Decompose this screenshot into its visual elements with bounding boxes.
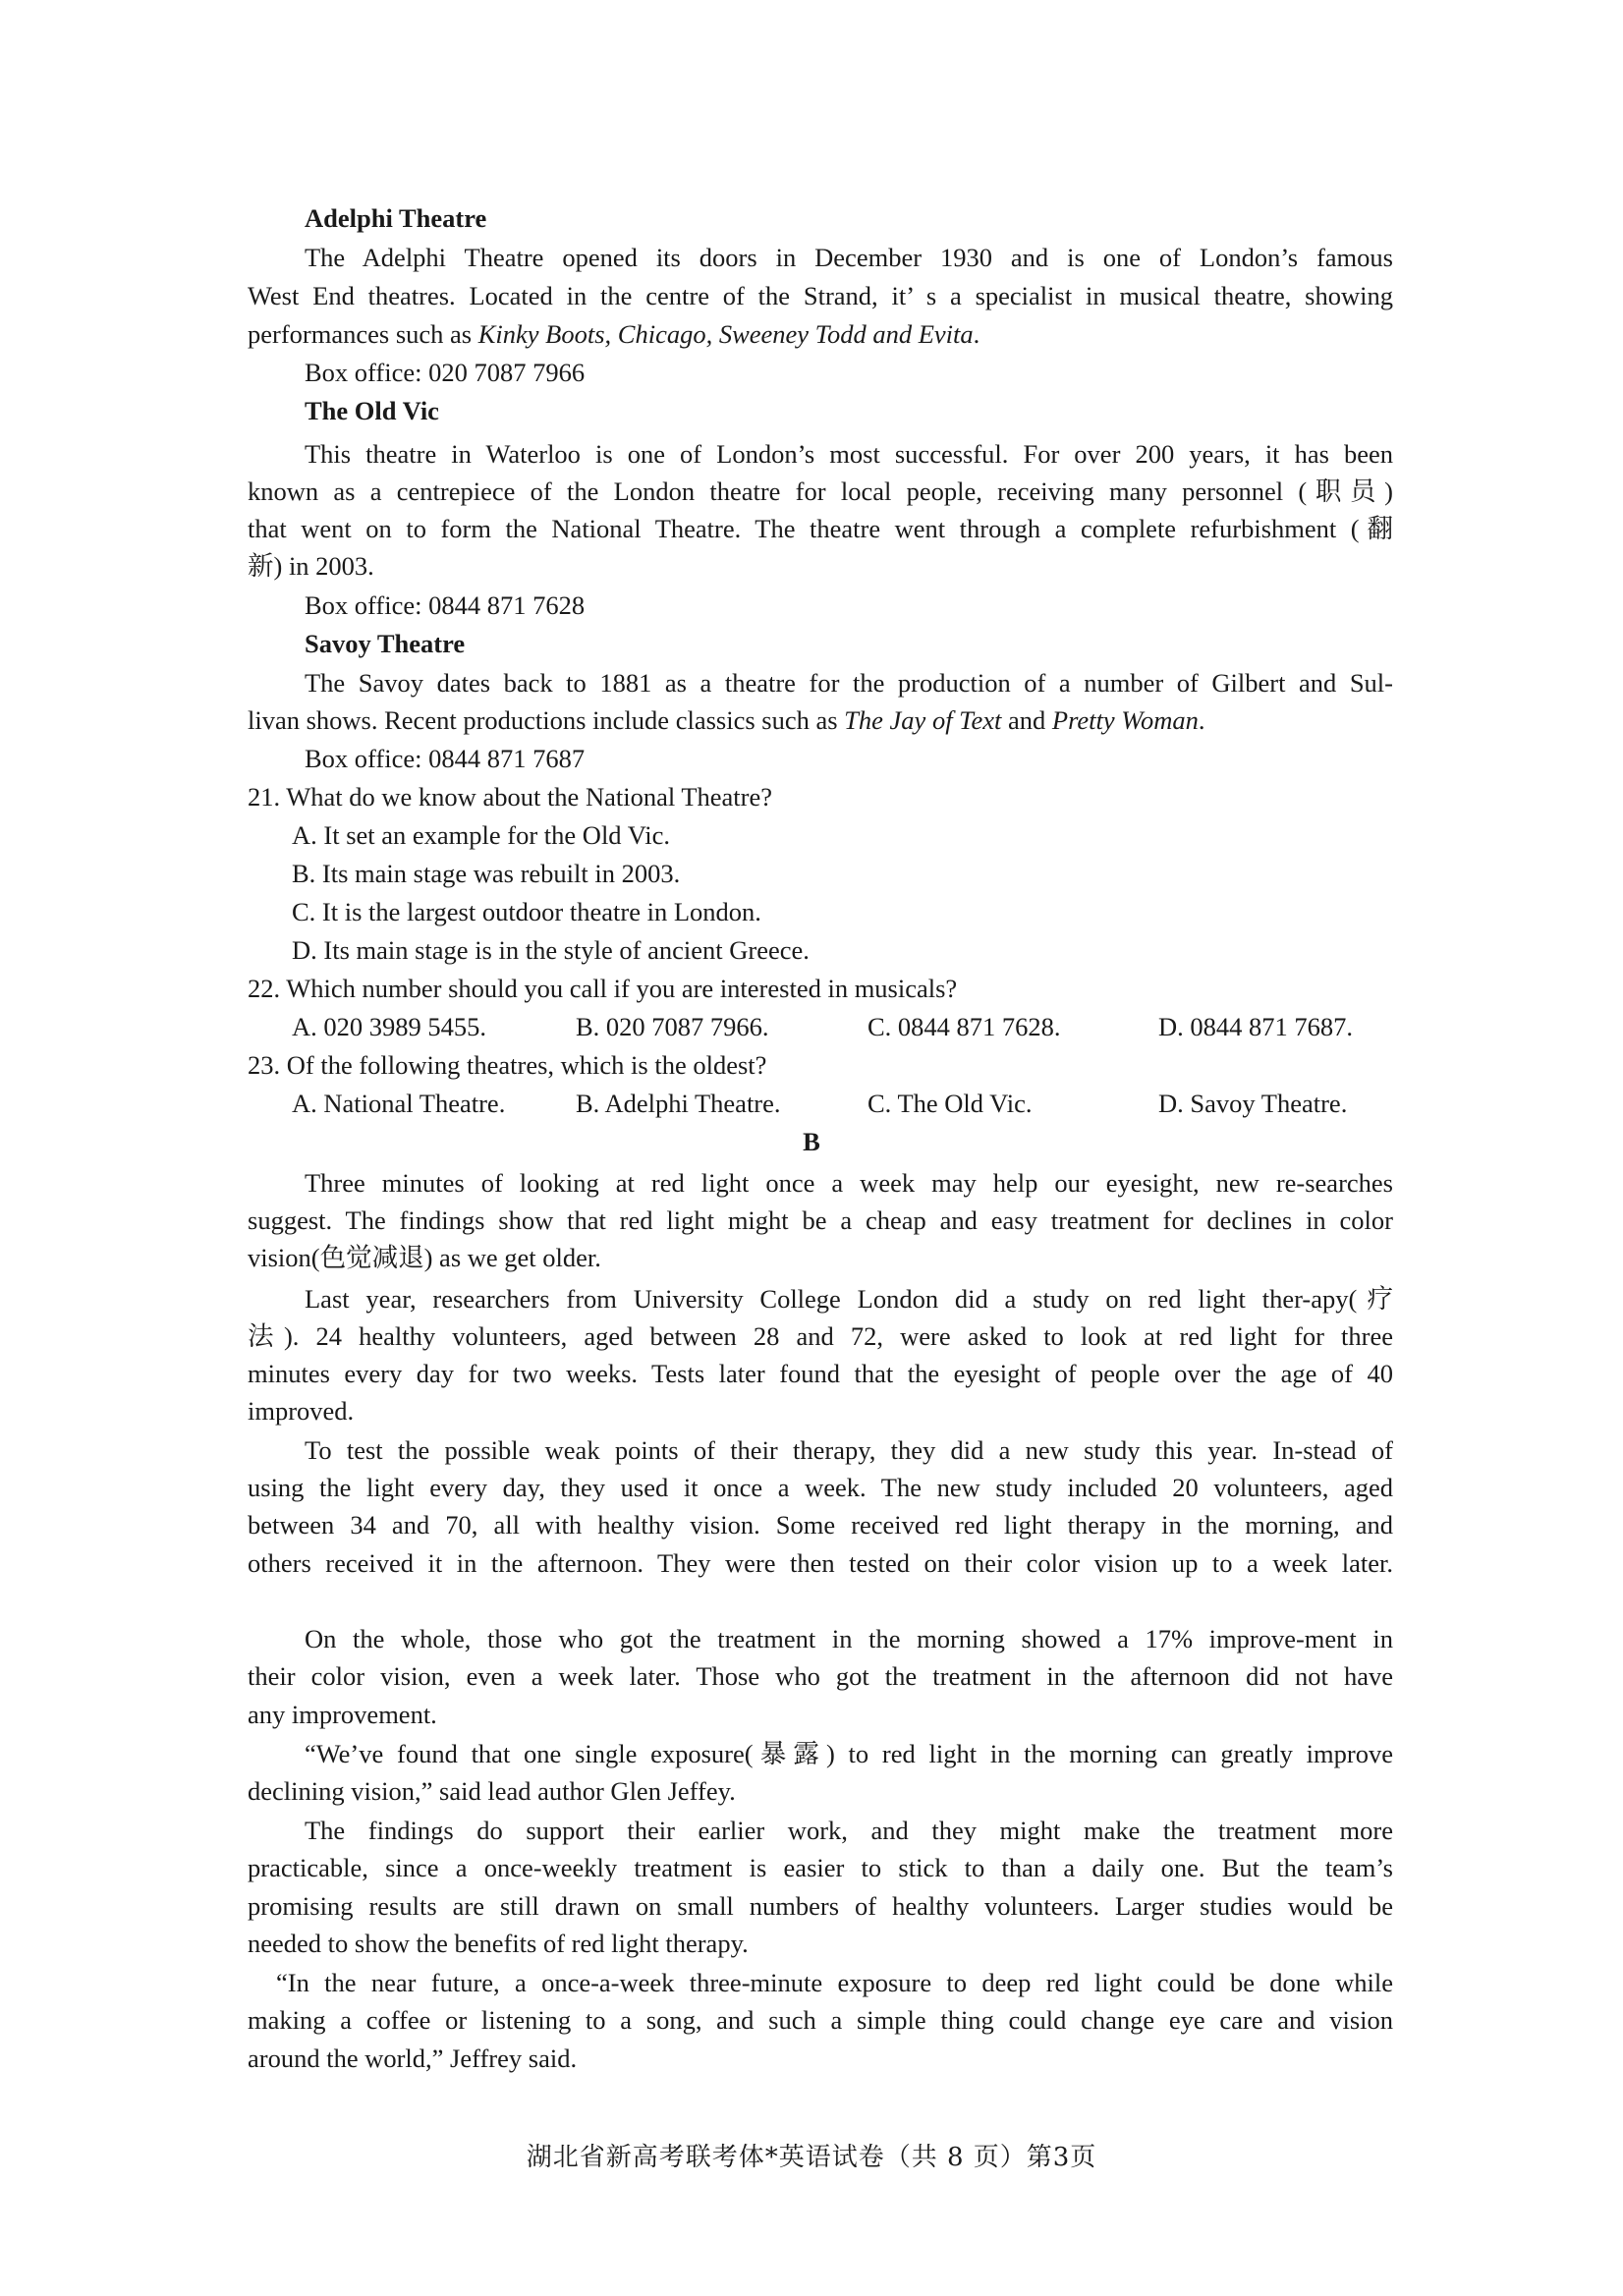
question-23-option-c: C. The Old Vic. <box>867 1089 1033 1118</box>
question-22-stem: 22. Which number should you call if you are interested in musicals? <box>248 974 958 1003</box>
old-vic-line-1: This theatre in Waterloo is one of London’s most successful. For over 200 years, it has been <box>305 439 1393 469</box>
savoy-line-1: The Savoy dates back to 1881 as a theatre for the production of a number of Gilbert and Sul- <box>305 668 1393 698</box>
b-p3-line-4: others received it in the afternoon. They were then tested on their color vision up to a week later. <box>248 1548 1393 1578</box>
b-p2-line-2: 法). 24 healthy volunteers, aged between 28 and 72, were asked to look at red light for three <box>248 1321 1393 1351</box>
question-21-stem: 21. What do we know about the National Theatre? <box>248 782 773 812</box>
question-22-option-a: A. 020 3989 5455. <box>292 1012 487 1041</box>
question-22-option-d: D. 0844 871 7687. <box>1158 1012 1354 1041</box>
b-p3-line-3: between 34 and 70, all with healthy vision. Some received red light therapy in the morning, and <box>248 1510 1393 1540</box>
question-23-option-d: D. Savoy Theatre. <box>1158 1089 1348 1118</box>
b-p3-line-1: To test the possible weak points of their therapy, they did a new study this year. In-stead of <box>305 1435 1393 1465</box>
old-vic-line-4: 新) in 2003. <box>248 551 374 581</box>
question-21-option-a: A. It set an example for the Old Vic. <box>292 820 671 850</box>
adelphi-line-2: West End theatres. Located in the centre of the Strand, it’ s a specialist in musical theatre, showing <box>248 281 1393 310</box>
adelphi-shows: Kinky Boots, Chicago, Sweeney Todd and Evita <box>477 319 974 349</box>
question-21-option-c: C. It is the largest outdoor theatre in London. <box>292 897 761 926</box>
old-vic-line-2: known as a centrepiece of the London theatre for local people, receiving many personnel (职员) <box>248 476 1393 506</box>
savoy-show-1: The Jay of Text <box>844 705 1002 735</box>
b-p6-line-4: needed to show the benefits of red light therapy. <box>248 1929 749 1958</box>
question-23-option-a: A. National Theatre. <box>292 1089 506 1118</box>
b-p1-line-3: vision(色觉减退) as we get older. <box>248 1243 601 1272</box>
adelphi-line-1: The Adelphi Theatre opened its doors in December 1930 and is one of London’s famous <box>305 243 1393 272</box>
savoy-line-2 <box>248 704 1393 736</box>
b-p7-line-2: making a coffee or listening to a song, and such a simple thing could change eye care and vision <box>248 2005 1393 2035</box>
savoy-line-2-mid: and <box>1001 705 1052 735</box>
adelphi-line-3 <box>248 318 1393 350</box>
b-p5-line-2: declining vision,” said lead author Glen Jeffey. <box>248 1776 736 1806</box>
old-vic-line-3: that went on to form the National Theatre. The theatre went through a complete refurbishment (翻 <box>248 514 1393 543</box>
section-b-label: B <box>803 1127 820 1156</box>
savoy-box-office: Box office: 0844 871 7687 <box>305 744 586 773</box>
adelphi-box-office: Box office: 020 7087 7966 <box>305 358 586 387</box>
b-p5-line-1: “We’ve found that one single exposure(暴露) to red light in the morning can greatly improve <box>305 1739 1393 1768</box>
b-p6-line-3: promising results are still drawn on small numbers of healthy volunteers. Larger studies would be <box>248 1891 1393 1921</box>
b-p7-line-1: “In the near future, a once-a-week three-minute exposure to deep red light could be done while <box>276 1968 1393 1997</box>
question-22-options <box>0 1011 1623 1042</box>
b-p4-line-3: any improvement. <box>248 1700 437 1729</box>
savoy-show-2: Pretty Woman <box>1051 705 1199 735</box>
b-p4-line-1: On the whole, those who got the treatment in the morning showed a 17% improve-ment in <box>305 1624 1393 1653</box>
question-21-option-b: B. Its main stage was rebuilt in 2003. <box>292 859 681 888</box>
heading-adelphi: Adelphi Theatre <box>305 203 487 233</box>
b-p3-line-2: using the light every day, they used it once a week. The new study included 20 volunteers, aged <box>248 1473 1393 1502</box>
b-p6-line-2: practicable, since a once-weekly treatment is easier to stick to than a daily one. But the team’s <box>248 1853 1393 1882</box>
old-vic-box-office: Box office: 0844 871 7628 <box>305 590 586 620</box>
b-p1-line-1: Three minutes of looking at red light once a week may help our eyesight, new re-searches <box>305 1168 1393 1198</box>
heading-savoy: Savoy Theatre <box>305 629 466 658</box>
question-22-option-b: B. 020 7087 7966. <box>576 1012 769 1041</box>
b-p1-line-2: suggest. The findings show that red light might be a cheap and easy treatment for declines in color <box>248 1205 1393 1235</box>
question-23-option-b: B. Adelphi Theatre. <box>576 1089 781 1118</box>
question-23-options <box>0 1088 1623 1119</box>
b-p4-line-2: their color vision, even a week later. Those who got the treatment in the afternoon did not have <box>248 1661 1393 1691</box>
question-21-option-d: D. Its main stage is in the style of ancient Greece. <box>292 935 810 965</box>
adelphi-line-3-post: . <box>973 319 980 349</box>
question-23-stem: 23. Of the following theatres, which is the oldest? <box>248 1050 767 1080</box>
question-22-option-c: C. 0844 871 7628. <box>867 1012 1061 1041</box>
b-p2-line-3: minutes every day for two weeks. Tests later found that the eyesight of people over the age of 40 <box>248 1359 1393 1388</box>
page-footer: 湖北省新高考联考体*英语试卷（共 8 页）第3页 <box>526 2143 1097 2172</box>
adelphi-line-3-pre: performances such as <box>248 319 478 349</box>
savoy-line-2-pre: livan shows. Recent productions include classics such as <box>248 705 845 735</box>
heading-old-vic: The Old Vic <box>305 396 439 425</box>
b-p2-line-4: improved. <box>248 1396 355 1426</box>
b-p6-line-1: The findings do support their earlier work, and they might make the treatment more <box>305 1816 1393 1845</box>
savoy-line-2-post: . <box>1198 705 1205 735</box>
b-p7-line-3: around the world,” Jeffrey said. <box>248 2044 578 2073</box>
b-p2-line-1: Last year, researchers from University College London did a study on red light ther-apy(疗 <box>305 1284 1393 1314</box>
